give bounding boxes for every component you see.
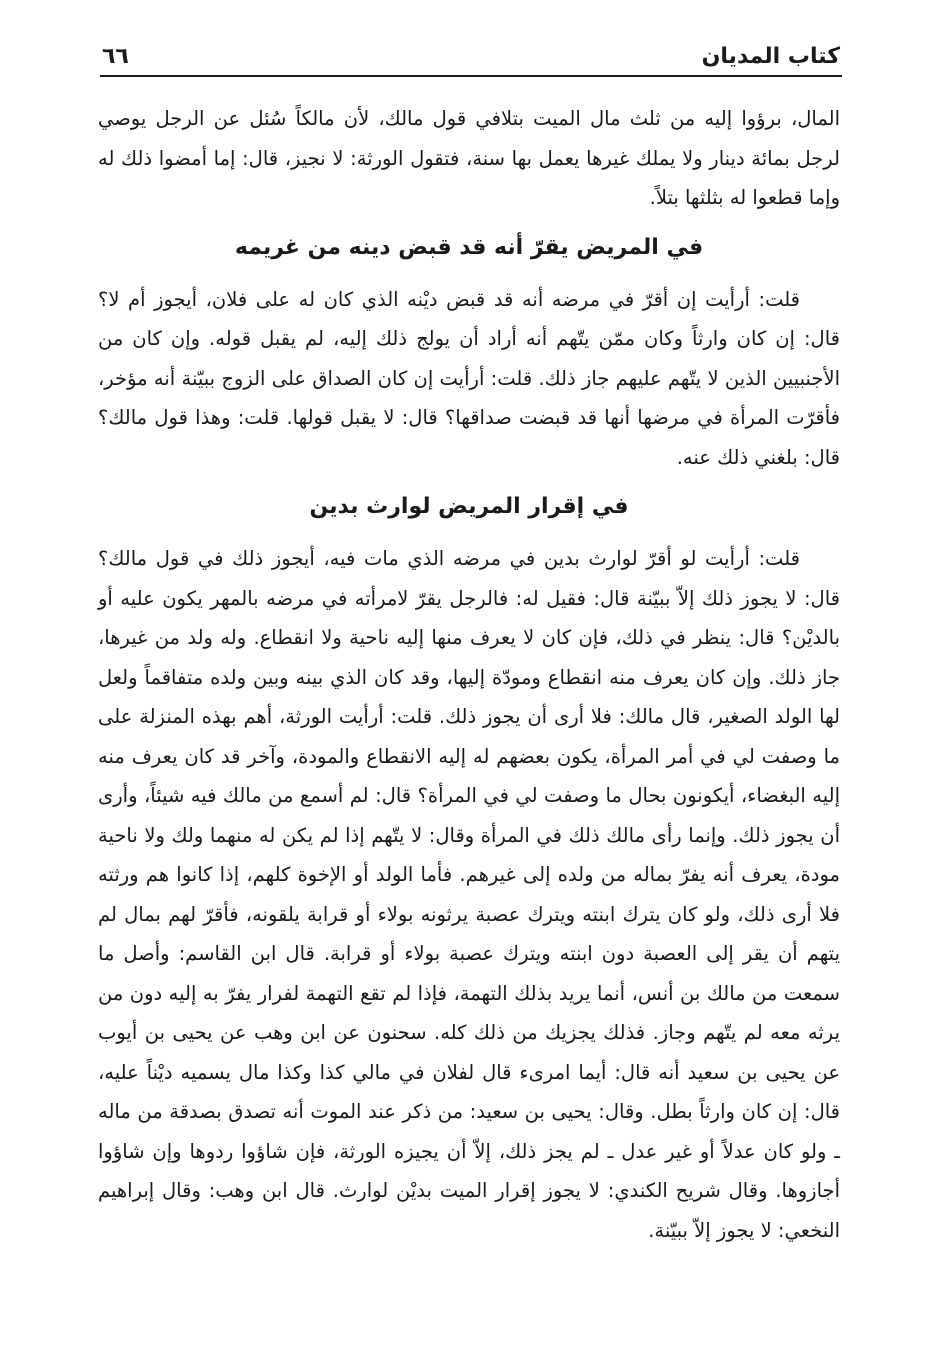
page-body (98, 99, 840, 1250)
section-heading-debt-receipt: في المريض يقرّ أنه قد قبض دينه من غريمه (234, 234, 704, 260)
paragraph-debt-receipt: قلت: أرأيت إن أقرّ في مرضه أنه قد قبض ديْنه الذي كان له على فلان، أيجوز أم لا؟ قال: إن كان وارثاً وكان ممّن يتّهم أنه أراد أن يولج ذلك إليه، لم يقبل قوله. وإن كان من الأجنبيين الذين لا يتّهم عليهم جاز ذلك. قلت: أرأيت إن كان الصداق على الزوج ببيّنة أنه مؤخر، فأقرّت المرأة في مرضها أنها قد قبضت صداقها؟ قال: لا يقبل قولها. قلت: وهذا قول مالك؟ قال: بلغني ذلك عنه. (98, 287, 840, 469)
book-title: كتاب المديان (701, 44, 840, 69)
paragraph-continuation: المال، برؤوا إليه من ثلث مال الميت بتلافي قول مالك، لأن مالكاً سُئل عن الرجل يوصي لرجل بمائة دينار ولا يملك غيرها يعمل بها سنة، فتقول الورثة: لا نجيز، قال: إما أمضوا ذلك له وإما قطعوا له بثلثها بتلاً. (98, 107, 840, 209)
section-heading-heir-acknowledgment: في إقرار المريض لوارث بدين (309, 494, 629, 519)
paragraph-heir-acknowledgment: قلت: أرأيت لو أقرّ لوارث بدين في مرضه الذي مات فيه، أيجوز ذلك في قول مالك؟ قال: لا يجوز ذلك إلاّ ببيّنة قال: فقيل له: فالرجل يقرّ لامرأته في مرضه بالمهر يكون عليه أو بالديْن؟ قال: ينظر في ذلك، فإن كان لا يعرف منها إليه ناحية ولا انقطاع. وله ولد من غيرها، جاز ذلك. وإن كان يعرف منه انقطاع ومودّة إليها، وقد كان الذي بينه وبين ولده متفاقماً ولعل لها الولد الصغير، قال مالك: فلا أرى أن يجوز ذلك. قلت: أرأيت الورثة، أهم بهذه المنزلة على ما وصفت لي في أمر المرأة، يكون بعضهم له إليه الانقطاع والمودة، وآخر قد كان يعرف منه إليه البغضاء، أيكونون بحال ما وصفت لي في المرأة؟ قال: لم أسمع من مالك فيه شيئاً، وأرى أن يجوز ذلك. وإنما رأى مالك ذلك في المرأة وقال: لا يتّهم إذا لم يكن له منهما ولك ولا ناحية مودة، يعرف أنه يفرّ بماله من ولده إلى غيرهم. فأما الولد أو الإخوة كلهم، إذا كانوا هم ورثته فلا أرى ذلك، ولو كان يترك ابنته ويترك عصبة يرثونه بولاء أو قرابة يلقونه، فأقرّ لهم بمال لم يتهم أن يقر إلى العصبة دون ابنته ويترك عصبة بولاء أو قرابة. قال ابن القاسم: وأصل ما سمعت من مالك بن أنس، أنما يريد بذلك التهمة، فإذا لم تقع التهمة لفرار يفرّ به إليه دون من يرثه معه لم يتّهم وجاز. فذلك يجزيك من ذلك كله. سحنون عن ابن وهب عن يحيى بن أيوب عن يحيى بن سعيد أنه قال: أيما امرىء قال لفلان في مالي كذا وكذا مال يسميه ديْناً عليه، قال: إن كان وارثاً بطل. وقال: يحيى بن سعيد: من ذكر عند الموت أنه تصدق بصدقة من ماله ـ ولو كان عدلاً أو غير عدل ـ لم يجز ذلك، إلاّ أن يجيزه الورثة، فإن شاؤوا ردوها وإن شاؤوا أجازوها. وقال شريح الكندي: لا يجوز إقرار الميت بديْن لوارث. قال ابن وهب: وقال إبراهيم النخعي: لا يجوز إلاّ ببيّنة. (98, 547, 840, 1242)
page-number: ٦٦ (102, 44, 129, 69)
page-header (102, 40, 840, 74)
header-divider (100, 75, 842, 77)
